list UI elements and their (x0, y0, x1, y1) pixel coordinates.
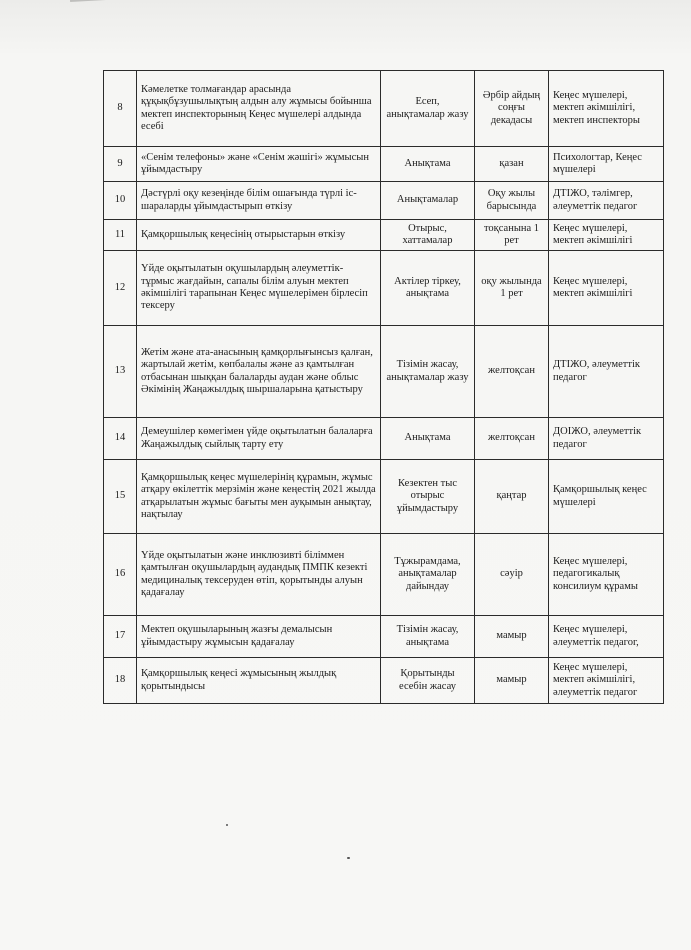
responsible-cell: Кеңес мүшелері, мектеп әкімшілігі, мектеп инспекторы (549, 71, 664, 147)
responsible-cell: ДТІЖО, тәлімгер, әлеуметтік педагог (549, 182, 664, 220)
form-cell: Тұжырамдама, анықтамалар дайындау (381, 534, 475, 616)
row-number: 16 (104, 534, 137, 616)
row-number: 17 (104, 616, 137, 658)
event-cell: Қамқоршылық кеңес мүшелерінің құрамын, жұмыс атқару өкілеттік мерзімін және кеңестің 2021 жылда атқарылатын жұмыс бағыты мен ауқымын анықтау, нақтылау (137, 460, 381, 534)
term-cell: мамыр (475, 616, 549, 658)
row-number: 12 (104, 251, 137, 326)
table-row (104, 71, 664, 147)
responsible-cell: ДОІЖО, әлеуметтік педагог (549, 418, 664, 460)
responsible-cell: ДТІЖО, әлеуметтік педагог (549, 326, 664, 418)
form-cell: Қорытынды есебін жасау (381, 658, 475, 704)
table-row (104, 182, 664, 220)
responsible-cell: Психологтар, Кеңес мүшелері (549, 147, 664, 182)
row-number: 9 (104, 147, 137, 182)
event-cell: Үйде оқытылатын оқушылардың әлеуметтік-тұрмыс жағдайын, сапалы білім алуын мектеп әкімшілігі тарапынан Кеңес мүшелерімен бірлесіп тексеру (137, 251, 381, 326)
event-cell: Демеушілер көмегімен үйде оқытылатын балаларға Жаңажылдық сыйлық тарту ету (137, 418, 381, 460)
row-number: 10 (104, 182, 137, 220)
table-row (104, 460, 664, 534)
table-row (104, 418, 664, 460)
term-cell: оқу жылында 1 рет (475, 251, 549, 326)
term-cell: желтоқсан (475, 326, 549, 418)
term-cell: сәуір (475, 534, 549, 616)
responsible-cell: Кеңес мүшелері, мектеп әкімшілігі, әлеуметтік педагог (549, 658, 664, 704)
table-row (104, 534, 664, 616)
activity-plan-table (103, 70, 664, 704)
form-cell: Анықтама (381, 418, 475, 460)
event-cell: «Сенім телефоны» және «Сенім жәшігі» жұмысын ұйымдастыру (137, 147, 381, 182)
paper-fold-shadow (70, 0, 691, 38)
scan-speck (347, 857, 350, 859)
form-cell: Отырыс, хаттамалар (381, 220, 475, 251)
event-cell: Мектеп оқушыларының жазғы демалысын ұйымдастыру жұмысын қадағалау (137, 616, 381, 658)
event-cell: Қамқоршылық кеңесі жұмысының жылдық қорытындысы (137, 658, 381, 704)
form-cell: Тізімін жасау, анықтама (381, 616, 475, 658)
term-cell: тоқсанына 1 рет (475, 220, 549, 251)
form-cell: Анықтама (381, 147, 475, 182)
row-number: 14 (104, 418, 137, 460)
table-row (104, 616, 664, 658)
event-cell: Жетім және ата-анасының қамқорлығынсыз қалған, жартылай жетім, көпбалалы және аз қамтылған отбасынан шыққан балаларды аудан және облыс Әкімінің Жаңажылдық шыршаларына қатыстыру (137, 326, 381, 418)
term-cell: қаңтар (475, 460, 549, 534)
term-cell: Әрбір айдың соңғы декадасы (475, 71, 549, 147)
form-cell: Кезектен тыс отырыс ұйымдастыру (381, 460, 475, 534)
table-row (104, 326, 664, 418)
form-cell: Актілер тіркеу, анықтама (381, 251, 475, 326)
event-cell: Кәмелетке толмағандар арасында құқықбұзушылықтың алдын алу жұмысы бойынша мектеп инспекторының Кеңес мүшелері алдында есебі (137, 71, 381, 147)
term-cell: желтоқсан (475, 418, 549, 460)
row-number: 15 (104, 460, 137, 534)
responsible-cell: Кеңес мүшелері, педагогикалық консилиум құрамы (549, 534, 664, 616)
row-number: 11 (104, 220, 137, 251)
term-cell: мамыр (475, 658, 549, 704)
table-row (104, 658, 664, 704)
responsible-cell: Кеңес мүшелері, мектеп әкімшілігі (549, 251, 664, 326)
row-number: 18 (104, 658, 137, 704)
row-number: 13 (104, 326, 137, 418)
form-cell: Тізімін жасау, анықтамалар жазу (381, 326, 475, 418)
form-cell: Есеп, анықтамалар жазу (381, 71, 475, 147)
term-cell: Оқу жылы барысында (475, 182, 549, 220)
responsible-cell: Кеңес мүшелері, мектеп әкімшілігі (549, 220, 664, 251)
event-cell: Үйде оқытылатын және инклюзивті біліммен қамтылған оқушылардың аудандық ПМПК кезекті медициналық тексеруден өтіп, қорытынды алуын қадағалау (137, 534, 381, 616)
table-row (104, 251, 664, 326)
form-cell: Анықтамалар (381, 182, 475, 220)
term-cell: қазан (475, 147, 549, 182)
event-cell: Қамқоршылық кеңесінің отырыстарын өткізу (137, 220, 381, 251)
scan-speck (226, 824, 228, 826)
responsible-cell: Қамқоршылық кеңес мүшелері (549, 460, 664, 534)
table-body (104, 71, 664, 704)
responsible-cell: Кеңес мүшелері, әлеуметтік педагог, (549, 616, 664, 658)
event-cell: Дәстүрлі оқу кезеңінде білім ошағында түрлі іс-шараларды ұйымдастырып өткізу (137, 182, 381, 220)
row-number: 8 (104, 71, 137, 147)
table-row (104, 220, 664, 251)
table-row (104, 147, 664, 182)
